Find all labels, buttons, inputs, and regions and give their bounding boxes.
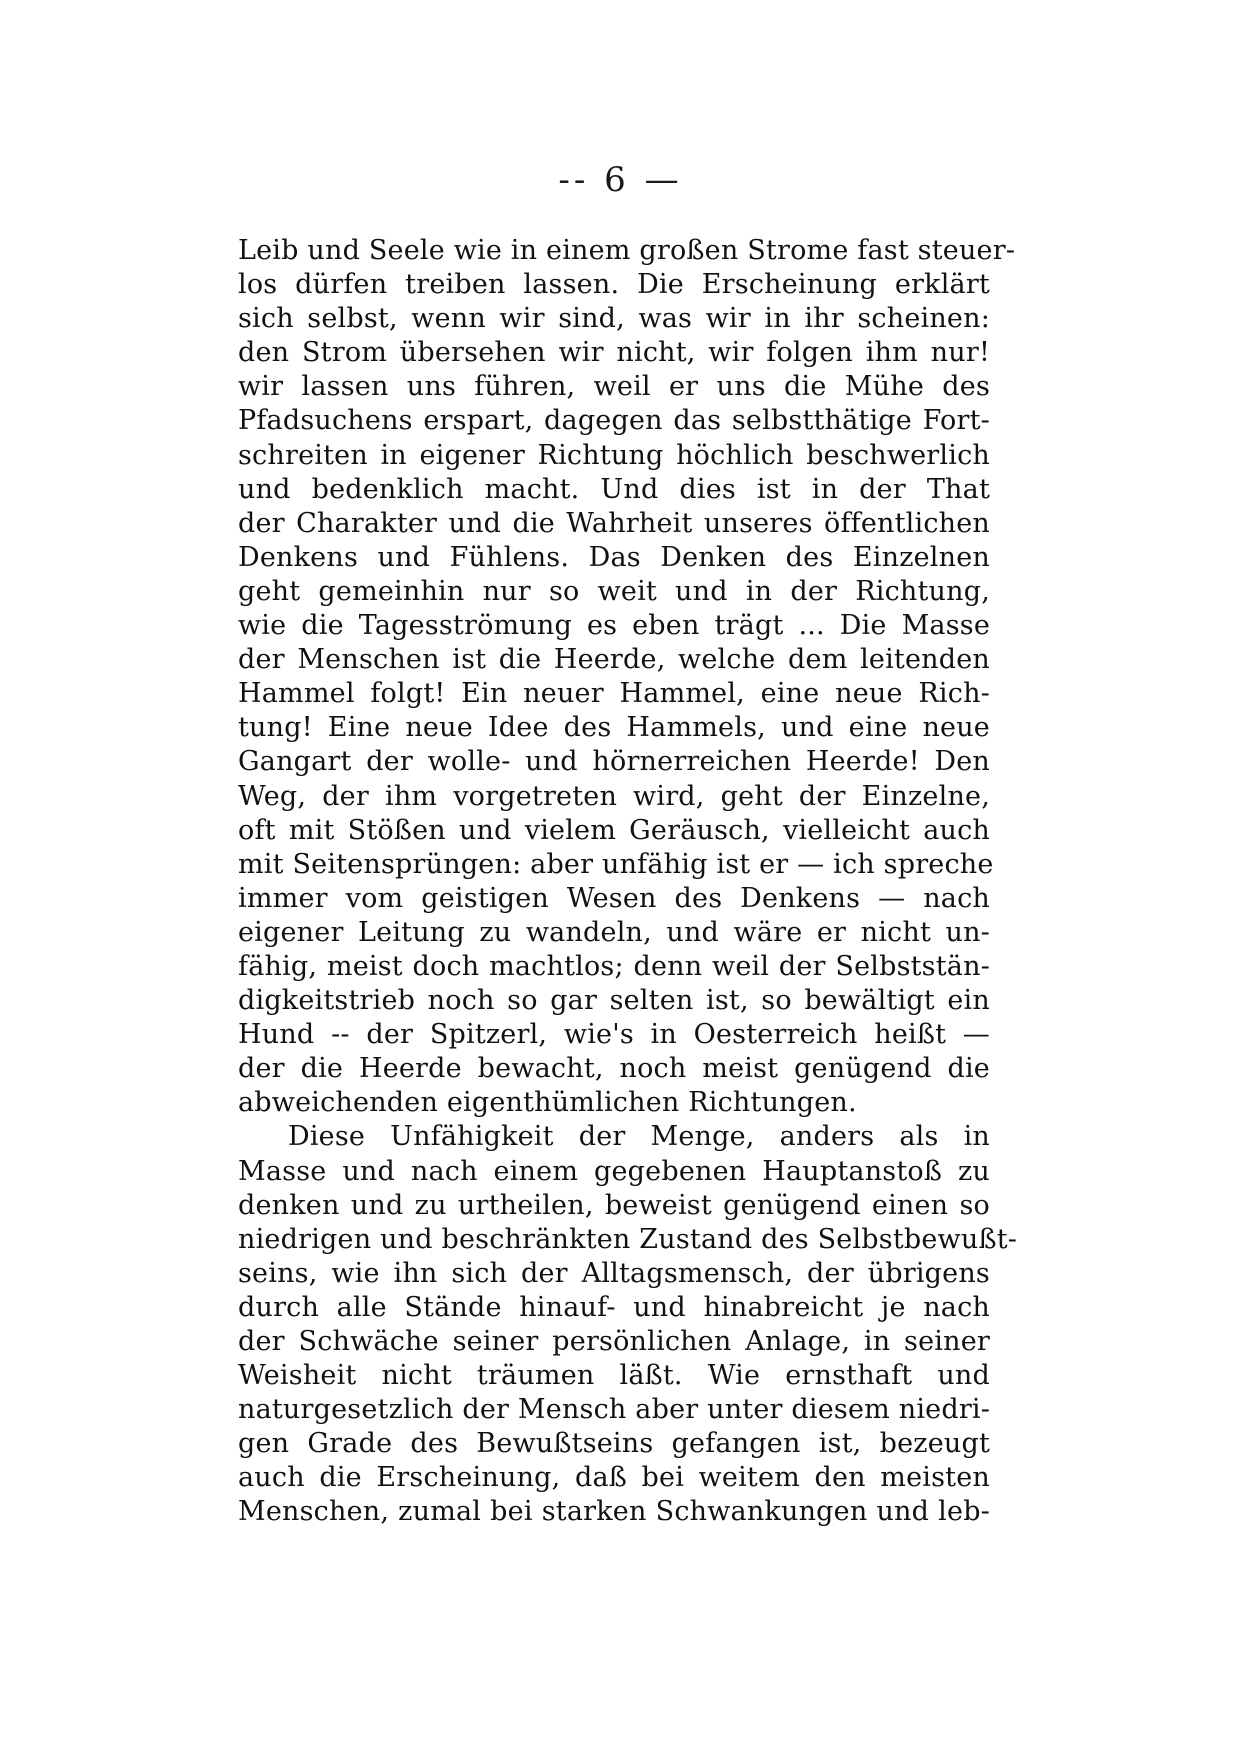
text-line: abweichenden eigenthümlichen Richtungen. [238, 1087, 857, 1119]
text-line: denken und zu urtheilen, beweist genügend einen so [238, 1189, 990, 1221]
text-line: Weg, der ihm vorgetreten wird, geht der Einzelne, [238, 780, 990, 812]
paragraph-2 [238, 1120, 1018, 1529]
text-line: Weisheit nicht träumen läßt. Wie ernsthaft und [238, 1360, 990, 1392]
text-line: Denkens und Fühlens. Das Denken des Einzelnen [238, 541, 990, 573]
text-line: mit Seitensprüngen: aber unfähig ist er — ich spreche [238, 848, 994, 880]
text-line: Leib und Seele wie in einem großen Strome fast steuer- [238, 235, 1016, 266]
text-line: Masse und nach einem gegebenen Hauptanstoß zu [238, 1155, 990, 1187]
text-line: der Menschen ist die Heerde, welche dem leitenden [238, 644, 990, 676]
text-line: Menschen, zumal bei starken Schwankungen und leb- [238, 1496, 990, 1528]
text-line: eigener Leitung zu wandeln, und wäre er nicht un- [238, 916, 990, 948]
text-line: naturgesetzlich der Mensch aber unter diesem niedri- [238, 1394, 991, 1426]
text-line: fähig, meist doch machtlos; denn weil der Selbststän- [238, 950, 990, 982]
text-line: Diese Unfähigkeit der Menge, anders als in [288, 1121, 990, 1153]
text-line: gen Grade des Bewußtseins gefangen ist, bezeugt [238, 1428, 990, 1460]
text-line: wir lassen uns führen, weil er uns die Mühe des [238, 371, 990, 403]
text-line: Hammel folgt! Ein neuer Hammel, eine neue Rich- [238, 678, 990, 710]
text-line: sich selbst, wenn wir sind, was wir in ihr scheinen: [238, 303, 990, 335]
text-line: durch alle Stände hinauf- und hinabreicht je nach [238, 1291, 990, 1323]
text-line: der die Heerde bewacht, noch meist genügend die [238, 1053, 990, 1085]
text-line: seins, wie ihn sich der Alltagsmensch, der übrigens [238, 1257, 990, 1289]
text-line: der Schwäche seiner persönlichen Anlage, in seiner [238, 1326, 990, 1357]
paragraph-1 [238, 234, 1016, 1120]
text-line: Gangart der wolle- und hörnerreichen Heerde! Den [238, 746, 990, 778]
text-line: den Strom übersehen wir nicht, wir folgen ihm nur! [238, 337, 990, 369]
text-line: wie die Tagesströmung es eben trägt ... Die Masse [238, 610, 990, 642]
text-line: Pfadsuchens erspart, dagegen das selbstthätige Fort- [238, 405, 990, 437]
text-line: geht gemeinhin nur so weit und in der Richtung, [238, 575, 990, 607]
text-line: oft mit Stößen und vielem Geräusch, vielleicht auch [238, 814, 990, 846]
text-line: auch die Erscheinung, daß bei weitem den meisten [238, 1462, 990, 1494]
text-line: tung! Eine neue Idee des Hammels, und eine neue [238, 712, 990, 744]
text-line: der Charakter und die Wahrheit unseres öffentlichen [238, 507, 990, 539]
text-line: digkeitstrieb noch so gar selten ist, so bewältigt ein [238, 985, 990, 1017]
body-text [238, 234, 1018, 1530]
text-line: los dürfen treiben lassen. Die Erscheinung erklärt [238, 269, 990, 301]
text-line: immer vom geistigen Wesen des Denkens — nach [238, 882, 990, 914]
page-number: -- 6 — [558, 160, 683, 200]
text-line: und bedenklich macht. Und dies ist in der That [238, 473, 990, 505]
text-line: schreiten in eigener Richtung höchlich beschwerlich [238, 439, 990, 471]
text-line: Hund -- der Spitzerl, wie's in Oesterreich heißt — [238, 1019, 990, 1051]
text-line: niedrigen und beschränkten Zustand des Selbstbewußt- [238, 1223, 1018, 1255]
